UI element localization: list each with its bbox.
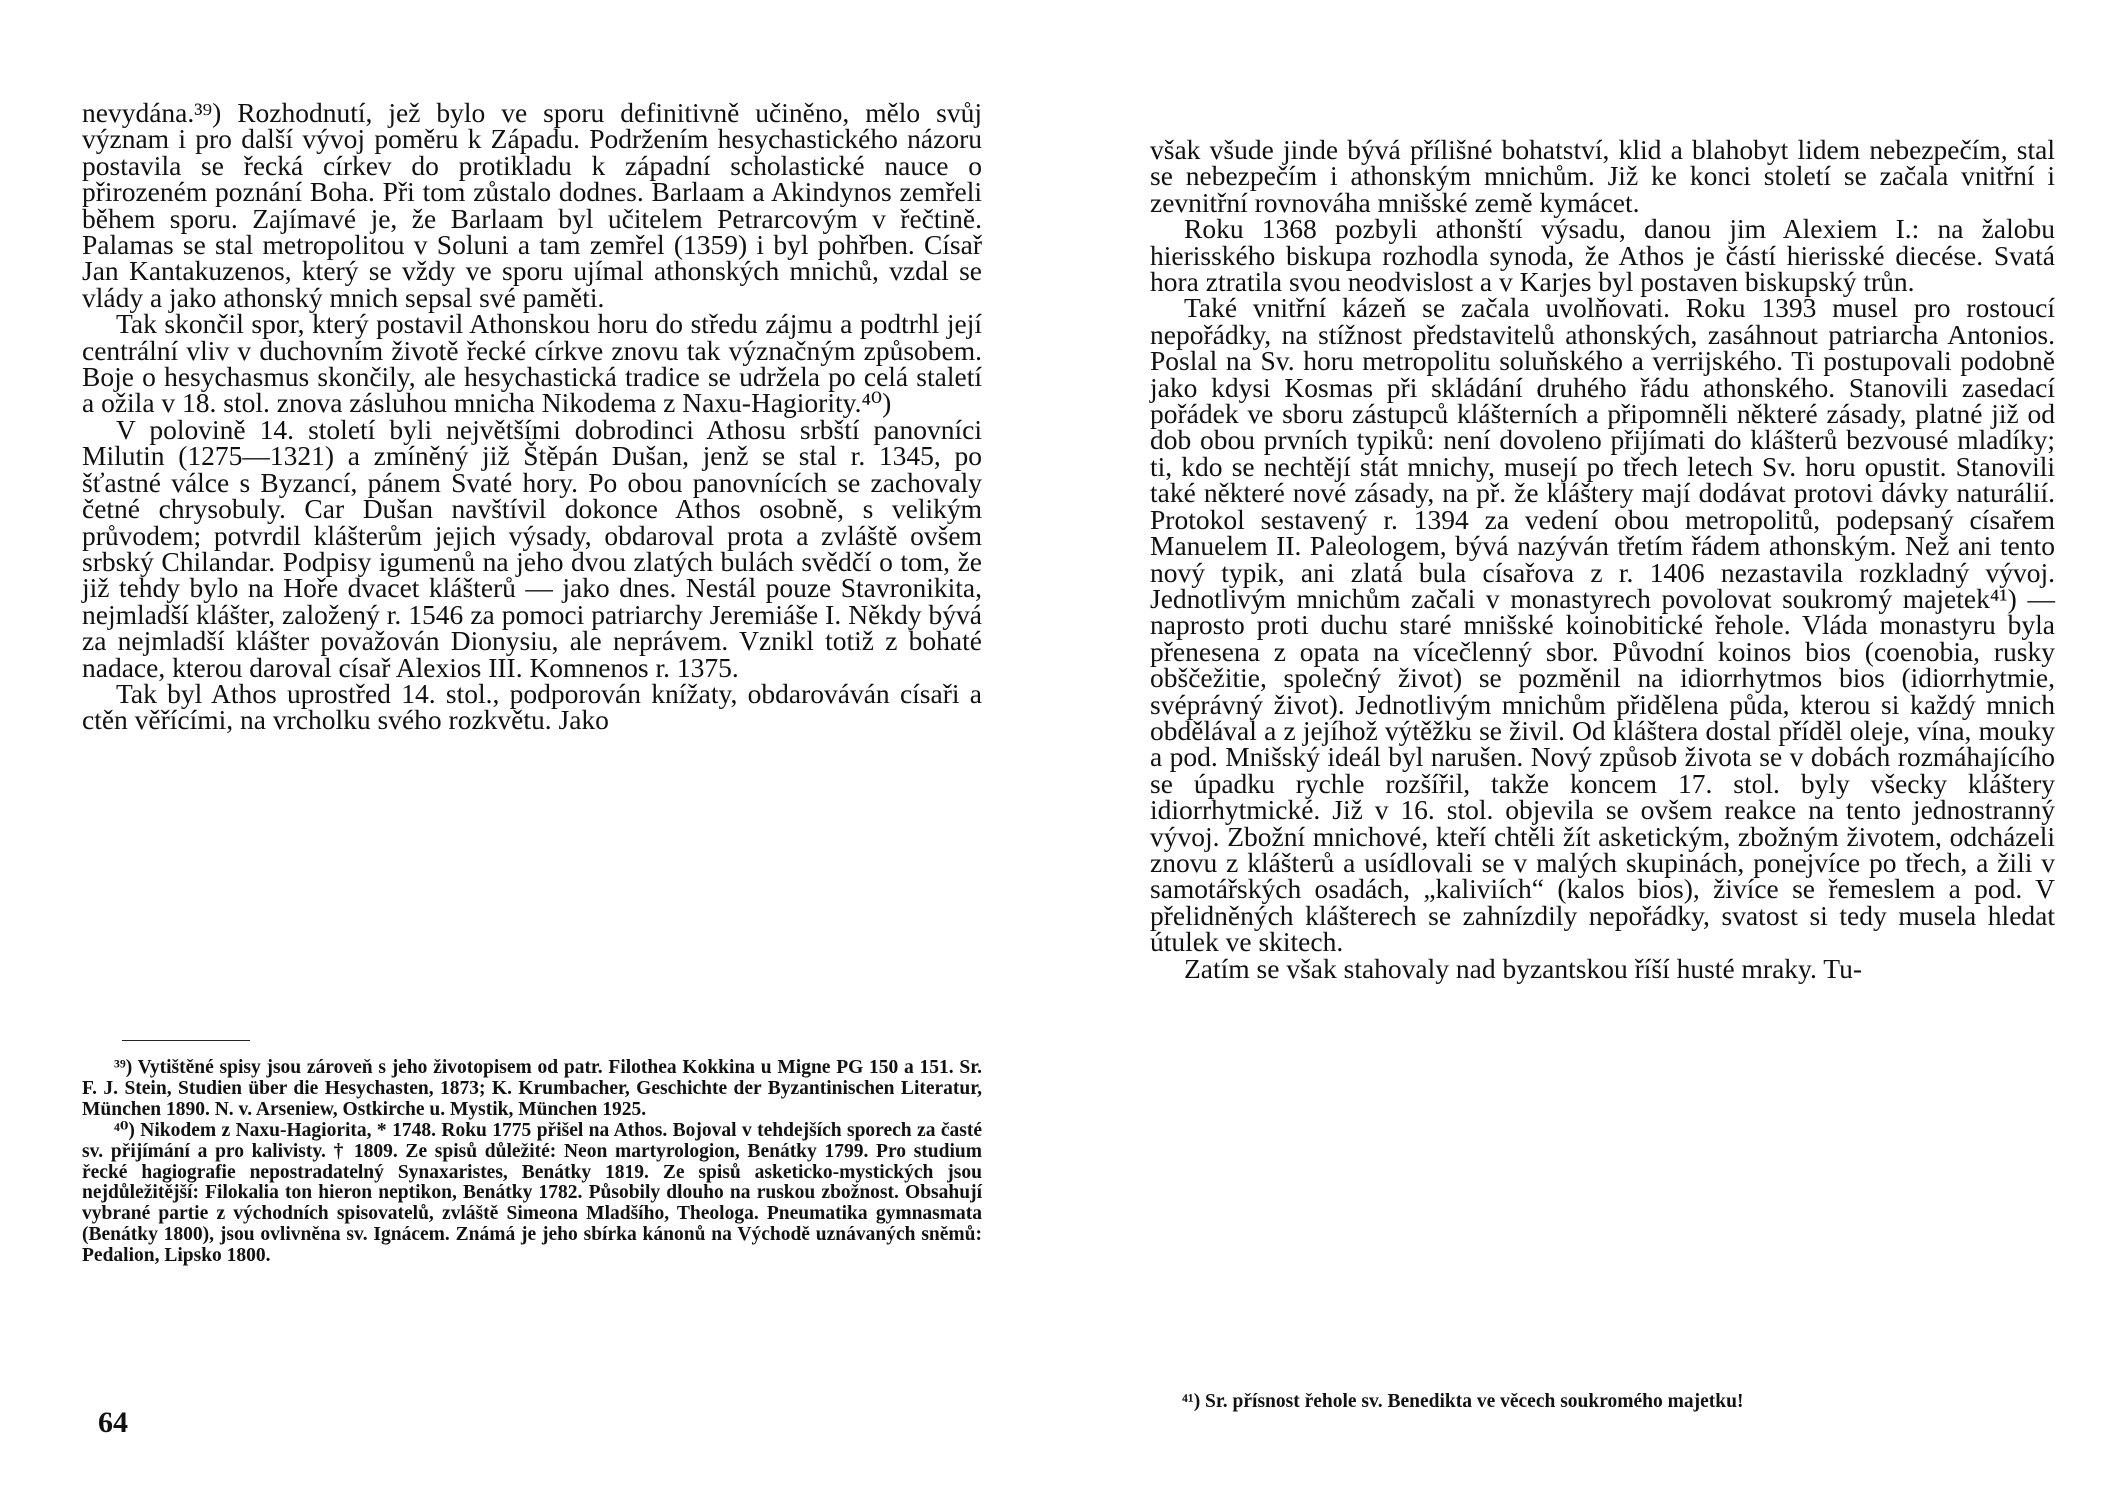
paragraph: Také vnitřní kázeň se začala uvolňovati. Roku 1393 musel pro rostoucí nepořádky, na stížnost představitelů athonských, zasáhnout patriarcha Antonios. Poslal na Sv. horu metropolitu soluňského a verrijského. Ti postupovali podobně jako kdysi Kosmas při skládání druhého řádu athonského. Stanovili zasedací pořádek ve sboru zástupců klášterních a připomněli některé zásady, platné již od dob obou prvních typiků: není dovoleno přijímati do klášterů bezvousé mladíky; ti, kdo se nechtějí stát mnichy, musejí po třech letech Sv. horu opustit. Stanovili také některé nové zásady, na př. že kláštery mají dodávat protovi dávky naturálií. Protokol sestavený r. 1394 za vedení obou metropolitů, podepsaný císařem Manuelem II. Paleologem, bývá nazýván třetím řádem athonským. Než ani tento nový typik, ani zlatá bula císařova z r. 1406 nezastavila rozkladný vývoj. Jednotlivým mnichům začali v monastyrech povolovat soukromý majetek⁴¹) — naprosto proti duchu staré mnišské koinobitické řehole. Vláda monastyru byla přenesena z opata na vícečlenný sbor. Původní koinos bios (coenobia, rusky obščežitie, společný život) se pozměnil na idiorrhytmos bios (idiorrhytmie, svéprávný život). Jednotlivým mnichům přidělena půda, kterou si každý mnich obdělával a z jejíhož výtěžku se živil. Od kláštera dostal příděl oleje, vína, mouky a pod. Mnišský ideál byl narušen. Nový způsob života se v dobách rozmáhajícího se úpadku rychle rozšířil, takže koncem 17. stol. byly všecky kláštery idiorrhytmické. Již v 16. stol. objevila se ovšem reakce na tento jednostranný vývoj. Zbožní mnichové, kteří chtěli žít asketickým, zbožným životem, odcházeli znovu z klášterů a usídlovali se v malých skupinách, ponejvíce po třech, a žili v samotářských osadách, „kaliviích“ (kalos bios), živíce se řemeslem a pod. V přelidněných klášterech se zahnízdily nepořádky, svatost si tedy musela hledat útulek ve skitech. — [1150, 292, 2055, 958]
paragraph: Tak byl Athos uprostřed 14. stol., podporován knížaty, obdarováván císaři a ctěn věřícími, na vrcholku svého rozkvětu. Jako — [82, 677, 982, 736]
paragraph: V polovině 14. století byli největšími dobrodinci Athosu srbští panovníci Milutin (1275—1321) a zmíněný již Štěpán Dušan, jenž se stal r. 1345, po šťastné válce s Byzancí, pánem Svaté hory. Po obou panovnících se zachovaly četné chrysobuly. Car Dušan navštívil dokonce Athos osobně, s velikým průvodem; potvrdil klášterům jejich výsady, obdaroval prota a zvláště ovšem srbský Chilandar. Podpisy igumenů na jeho dvou zlatých bulách svědčí o tom, že již tehdy bylo na Hoře dvacet klášterů — jako dnes. Nestál pouze Stavronikita, nejmladší klášter, založený r. 1546 za pomoci patriarchy Jeremiáše I. Někdy bývá za nejmladší klášter považován Dionysiu, ale neprávem. Vznikl totiž z bohaté nadace, kterou daroval císař Alexios III. Komnenos r. 1375. — [82, 413, 982, 683]
footnote: ⁴⁰) Nikodem z Naxu-Hagiorita, * 1748. Roku 1775 přišel na Athos. Bojoval v tehdejších sporech za časté sv. přijímání a pro kalivisty. † 1809. Ze spisů důležité: Neon martyrologion, Benátky 1799. Pro studium řecké hagiografie nepostradatelný Synaxaristes, Benátky 1819. Ze spisů asketicko-mystických jsou nejdůležitější: Filokalia ton hieron neptikon, Benátky 1782. Působily dlouho na ruskou zbožnost. Obsahují vybrané partie z východních spisovatelů, zvláště Simeona Mladšího, Theologa. Pneumatika gymnasmata (Benátky 1800), jsou ovlivněna sv. Ignácem. Známá je jeho sbírka kánonů na Východě uznávaných sněmů: Pedalion, Lipsko 1800. — [82, 1119, 982, 1267]
paragraph: Tak skončil spor, který postavil Athonskou horu do středu zájmu a podtrhl její centrální vliv v duchovním životě řecké církve znovu tak význačným způsobem. Boje o hesychasmus skončily, ale hesychastická tradice se udržela po celá staletí a ožila v 18. stol. znova zásluhou mnicha Nikodema z Naxu-Hagiority.⁴⁰) — [82, 308, 982, 419]
footnote-divider — [122, 1040, 250, 1041]
paragraph: Roku 1368 pozbyli athonští výsadu, danou jim Alexiem I.: na žalobu hierisského biskupa rozhodla synoda, že Athos je částí hierisské diecése. Svatá hora ztratila svou neodvislost a v Karjes byl postaven biskupský trůn. — [1150, 213, 2055, 298]
paragraph: Zatím se však stahovaly nad byzantskou říší husté mraky. Tu- — [1184, 952, 1862, 984]
footnote: ⁴¹) Sr. přísnost řehole sv. Benedikta ve věcech soukromého majetku! — [1182, 1391, 1744, 1412]
right-footnotes — [1150, 1392, 2055, 1413]
paragraph: nevydána.³⁹) Rozhodnutí, jež bylo ve sporu definitivně učiněno, mělo svůj význam i pro další vývoj poměru k Západu. Podržením hesychastického názoru postavila se řecká církev do protikladu k západní scholastické nauce o přirozeném poznání Boha. Při tom zůstalo dodnes. Barlaam a Akindynos zemřeli během sporu. Zajímavé je, že Barlaam byl učitelem Petrarcovým v řečtině. Palamas se stal metropolitou v Soluni a tam zemřel (1359) i byl pohřben. Císař Jan Kantakuzenos, který se vždy ve sporu ujímal athonských mnichů, vzdal se vlády a jako athonský mnich sepsal své paměti. — [82, 97, 982, 313]
paragraph: však všude jinde bývá přílišné bohatství, klid a blahobyt lidem nebezpečím, stal se nebezpečím i athonským mnichům. Již ke konci století se začala vnitřní i zevnitřní rovnováha mnišské země kymácet. — [1150, 134, 2055, 218]
left-page — [82, 0, 982, 1500]
left-body-text — [82, 97, 982, 736]
right-page — [1150, 0, 2055, 1500]
left-footnotes — [82, 1058, 982, 1267]
page-number: 64 — [98, 1406, 128, 1439]
right-body-text — [1150, 134, 2055, 984]
footnote: ³⁹) Vytištěné spisy jsou zároveň s jeho životopisem od patr. Filothea Kokkina u Migne PG 150 a 151. Sr. F. J. Stein, Studien über die Hesychasten, 1873; K. Krumbacher, Geschichte der Byzantinischen Literatur, München 1890. N. v. Arseniew, Ostkirche u. Mystik, München 1925. — [82, 1057, 982, 1120]
